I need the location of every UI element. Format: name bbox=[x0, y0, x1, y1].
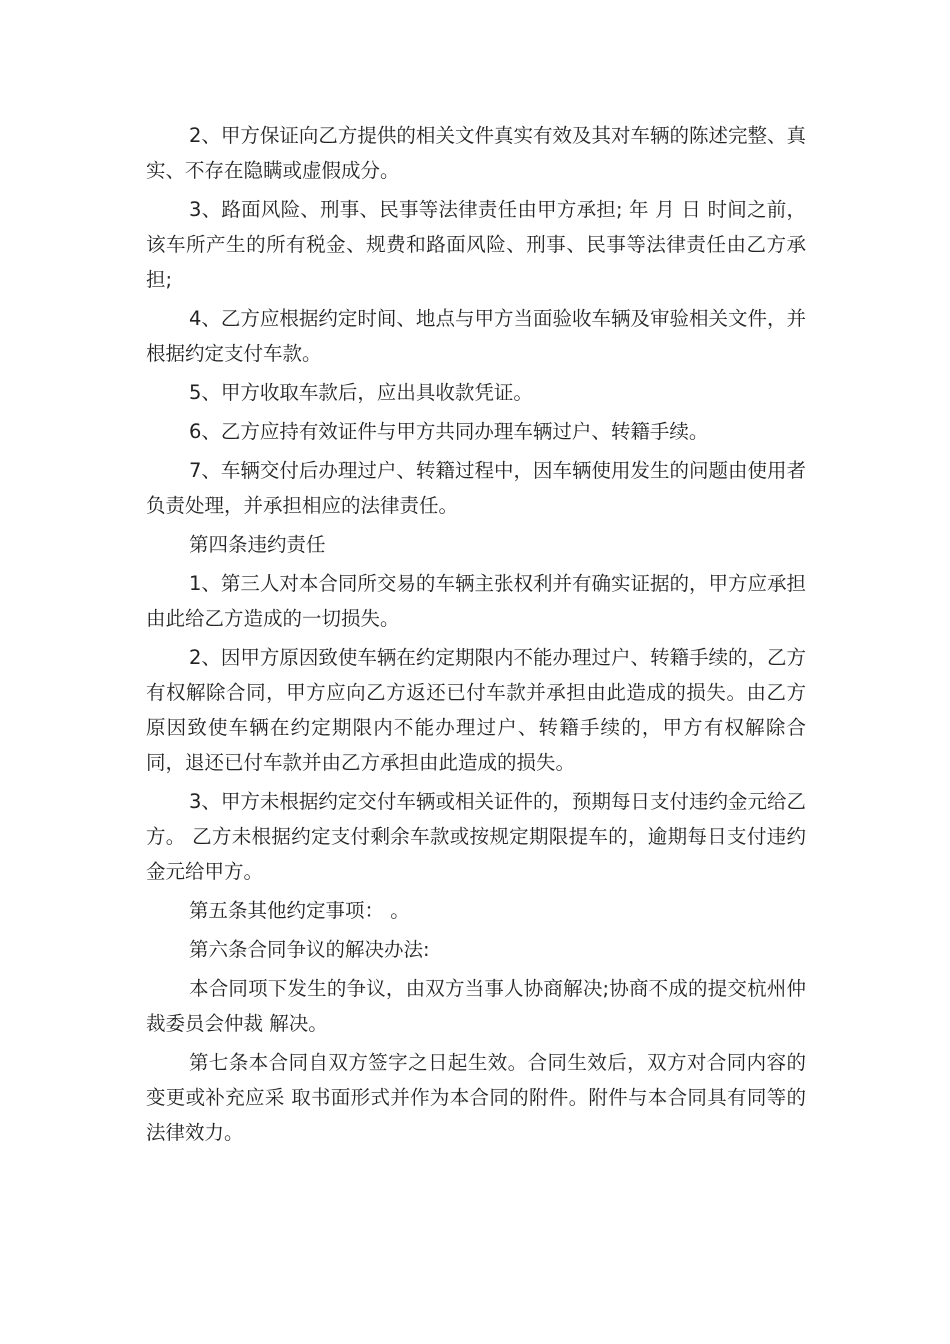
clause-paragraph: 6、乙方应持有效证件与甲方共同办理车辆过户、转籍手续。 bbox=[189, 420, 709, 443]
section-heading: 第六条合同争议的解决办法: bbox=[189, 938, 430, 961]
clause-paragraph: 本合同项下发生的争议，由双方当事人协商解决;协商不成的提交杭州仲裁委员会仲裁 解决。 bbox=[146, 977, 806, 1035]
clause-paragraph: 3、甲方未根据约定交付车辆或相关证件的，预期每日支付违约金元给乙方。 乙方未根据约定支付剩余车款或按规定期限提车的，逾期每日支付违约金元给甲方。 bbox=[146, 790, 806, 883]
clause-paragraph: 1、第三人对本合同所交易的车辆主张权利并有确实证据的，甲方应承担由此给乙方造成的一切损失。 bbox=[146, 572, 806, 630]
clause-paragraph: 4、乙方应根据约定时间、地点与甲方当面验收车辆及审验相关文件，并根据约定支付车款。 bbox=[146, 307, 806, 365]
section-heading: 第五条其他约定事项： 。 bbox=[189, 899, 410, 922]
document-body bbox=[146, 118, 806, 1154]
clause-paragraph: 2、甲方保证向乙方提供的相关文件真实有效及其对车辆的陈述完整、真实、不存在隐瞒或虚假成分。 bbox=[146, 124, 806, 182]
clause-paragraph: 7、车辆交付后办理过户、转籍过程中，因车辆使用发生的问题由使用者负责处理，并承担相应的法律责任。 bbox=[146, 459, 806, 517]
clause-paragraph: 3、路面风险、刑事、民事等法律责任由甲方承担; 年 月 日 时间之前，该车所产生的所有税金、规费和路面风险、刑事、民事等法律责任由乙方承担; bbox=[146, 198, 806, 291]
clause-paragraph: 第七条本合同自双方签字之日起生效。合同生效后，双方对合同内容的变更或补充应采 取书面形式并作为本合同的附件。附件与本合同具有同等的法律效力。 bbox=[146, 1051, 806, 1144]
clause-paragraph: 2、因甲方原因致使车辆在约定期限内不能办理过户、转籍手续的，乙方有权解除合同，甲方应向乙方返还已付车款并承担由此造成的损失。由乙方原因致使车辆在约定期限内不能办理过户、转籍手续的，甲方有权解除合同，退还已付车款并由乙方承担由此造成的损失。 bbox=[146, 646, 806, 774]
clause-paragraph: 5、甲方收取车款后，应出具收款凭证。 bbox=[189, 381, 533, 404]
section-heading: 第四条违约责任 bbox=[189, 533, 326, 556]
